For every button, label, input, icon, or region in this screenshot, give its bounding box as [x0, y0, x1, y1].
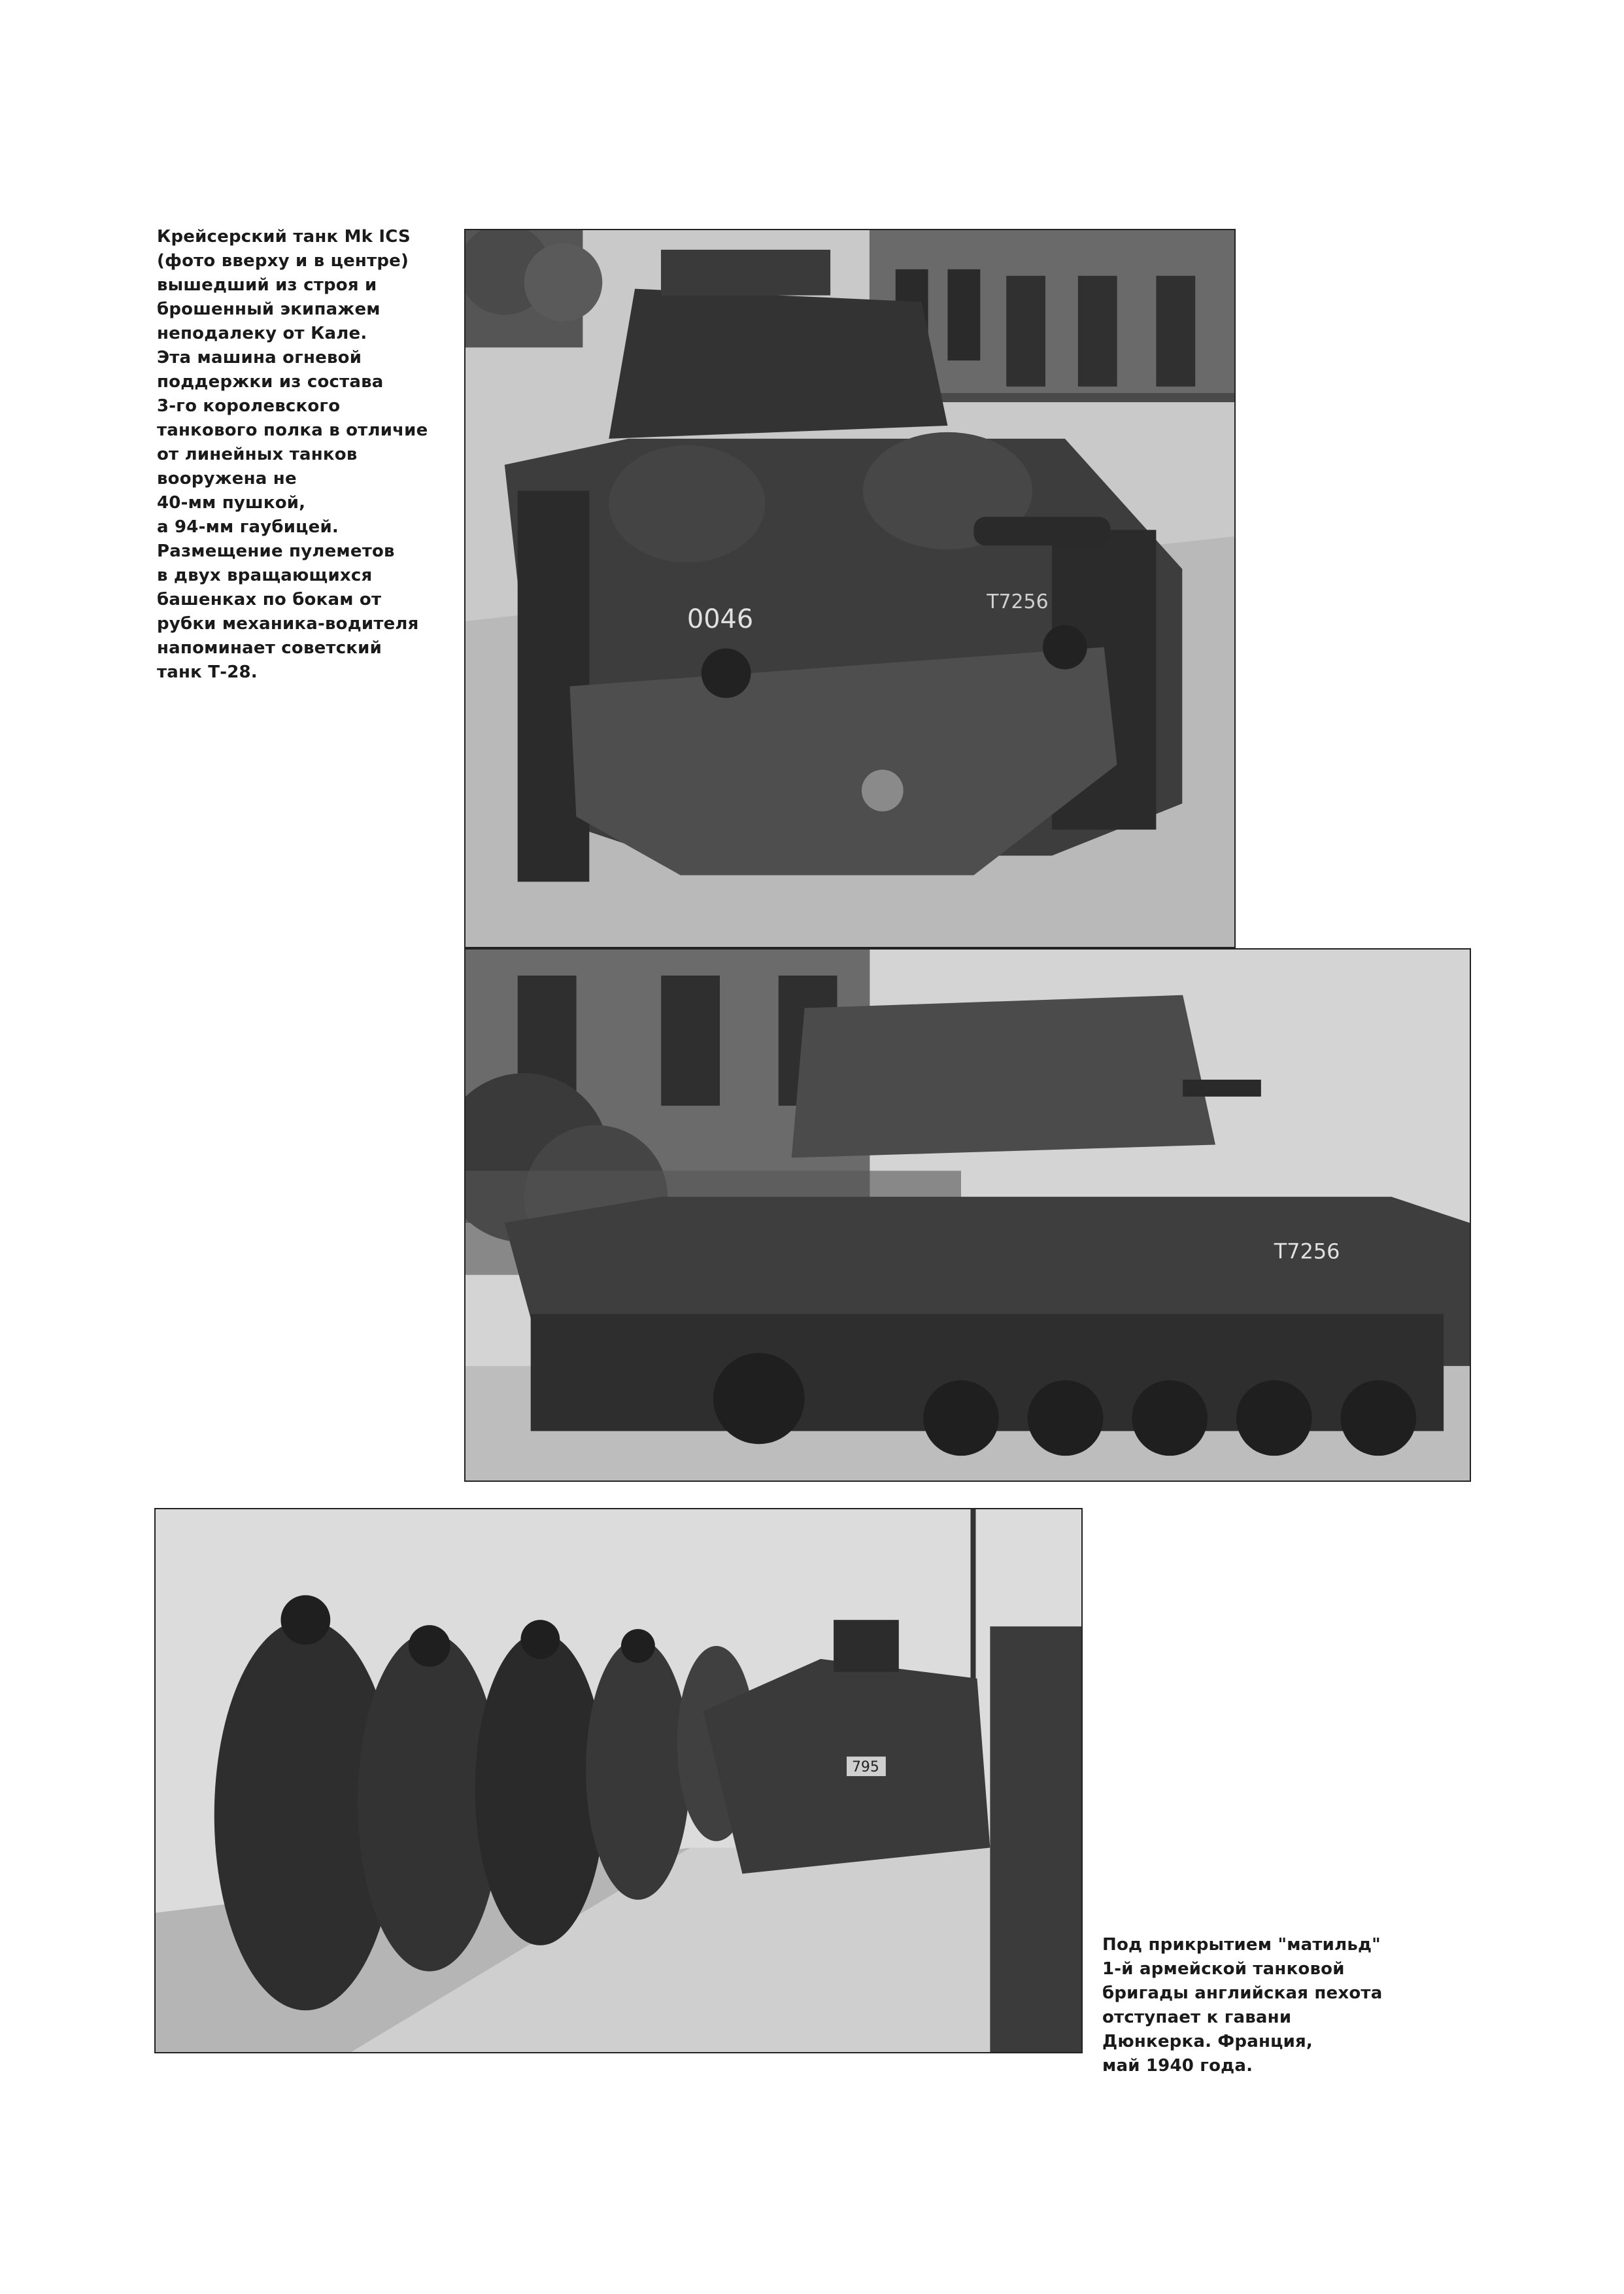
side-number-marking: T7256 — [987, 590, 1049, 613]
caption-bottom: Под прикрытием "матильд" 1-й армейской танковой бригады английская пехота отступает к гавани Дюнкерка. Франция, май 1940 года. — [1102, 1935, 1383, 2076]
photo-infantry-matilda — [154, 1508, 1083, 2053]
photo-tank-front — [464, 229, 1236, 948]
hull-number-marking: 0046 — [686, 604, 754, 634]
caption-top: Крейсерский танк Mk ICS (фото вверху и в центре) вышедший из строя и брошенный экипажем неподалеку от Кале. Эта машина огневой поддержки из состава 3-го королевского танкового полка в отличие от линейных танков вооружена не 40-мм пушкой, а 94-мм гаубицей. Размещение пулеметов в двух вращающихся башенках по бокам от рубки механика-водителя напоминает советский танк Т-28. — [157, 227, 428, 682]
side-number-marking-2: T7256 — [1274, 1239, 1340, 1264]
matilda-plate-marking: 795 — [851, 1759, 879, 1776]
photo-tank-side — [464, 948, 1471, 1482]
